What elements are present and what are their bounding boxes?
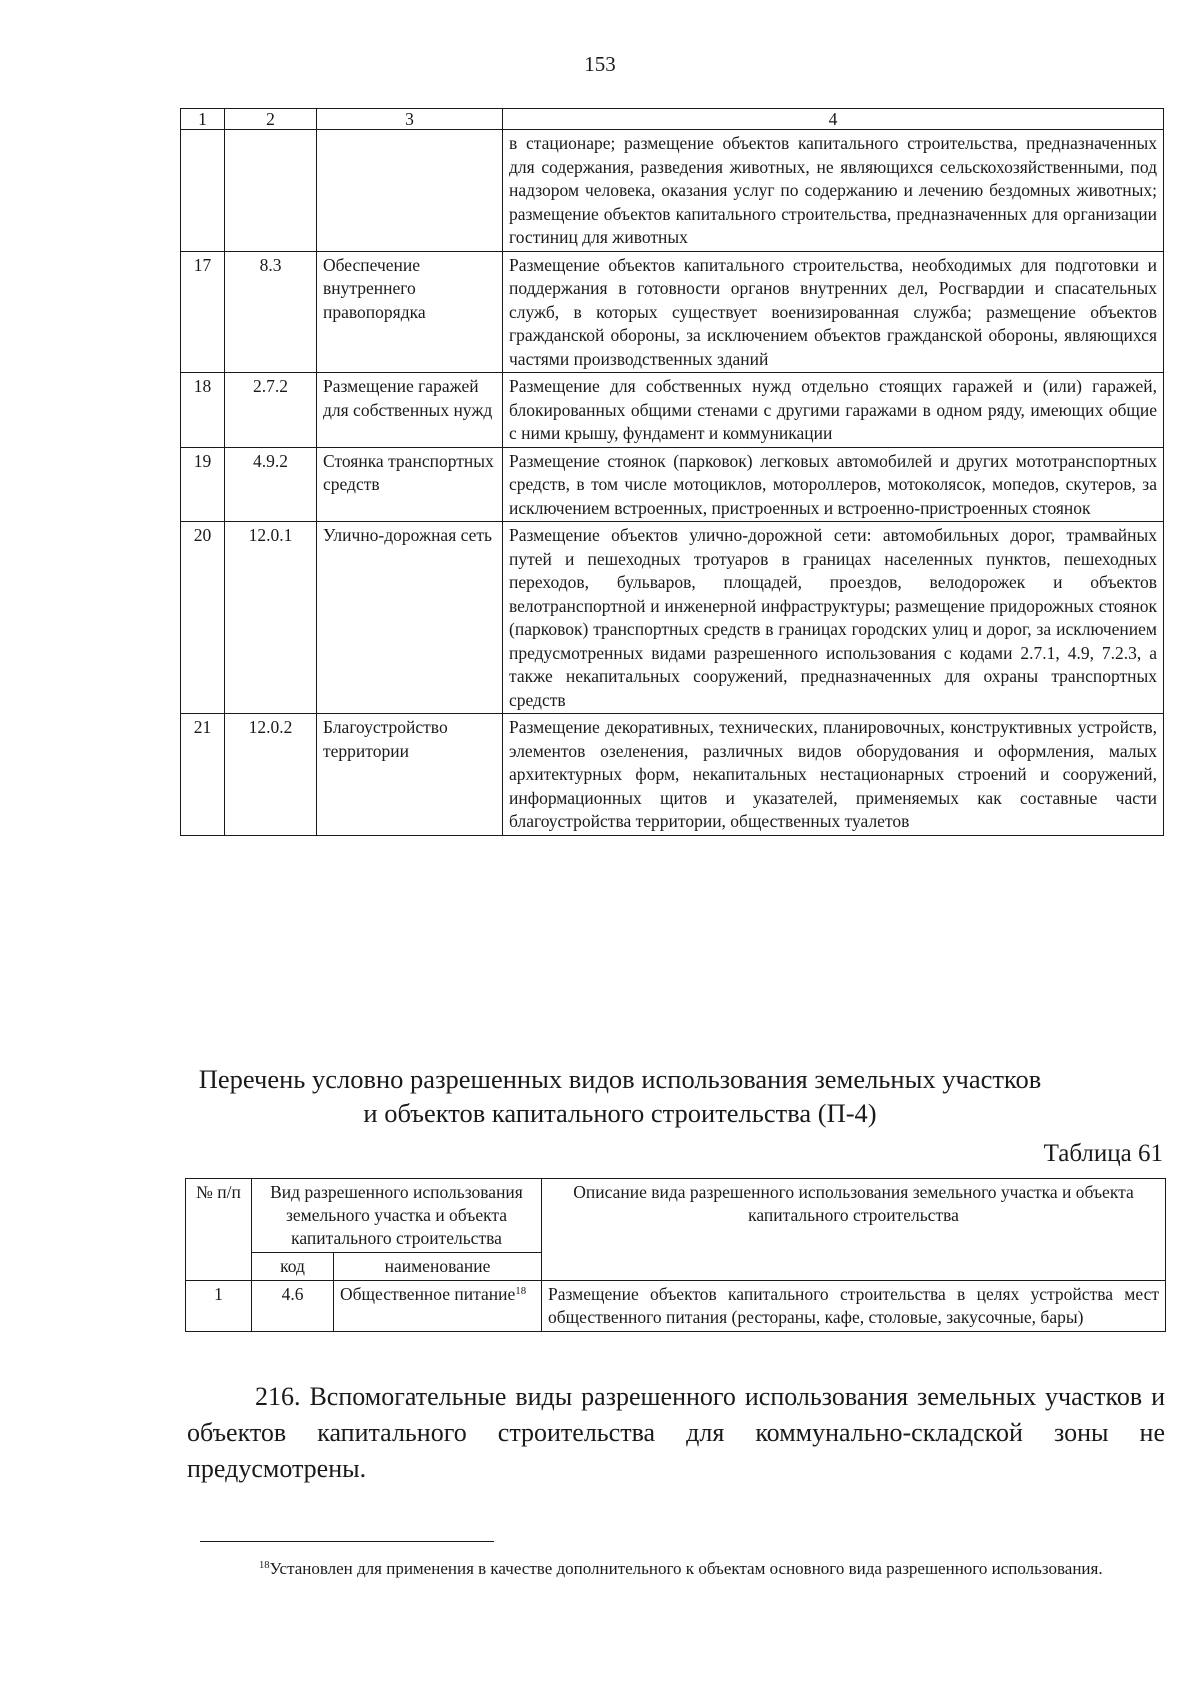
row-number (181, 522, 225, 714)
table-row (181, 373, 1164, 448)
row-number-text: 18 (193, 376, 212, 396)
table-row (186, 1281, 1166, 1332)
row-code-text: 12.0.2 (248, 717, 293, 737)
row-description-text: Размещение стоянок (парковок) легковых автомобилей и других мототранспортных средств, в том числе мотоциклов, мотороллеров, мотоколясок, мопедов, скутеров, за исключением встроенных, пристроенных и встроенно-пристроенных стоянок (509, 450, 1157, 518)
row-code (225, 522, 317, 714)
row-number-text: 20 (193, 525, 212, 545)
row-code (225, 447, 317, 522)
row-number-text: 1 (214, 1284, 223, 1304)
column-number: 2 (225, 109, 317, 130)
row-code-text: 4.6 (281, 1284, 304, 1304)
row-name (317, 447, 503, 522)
body-paragraph: 216. Вспомогательные виды разрешенного использования земельных участков и объектов капитального строительства для коммунально-складской зоны не предусмотрены. (187, 1382, 1165, 1483)
header-description: Описание вида разрешенного использования земельного участка и объекта капитального строительства (542, 1179, 1166, 1281)
section-heading (0, 1062, 1200, 1130)
table-row (181, 714, 1164, 836)
row-number-text: 17 (193, 254, 212, 275)
heading-line: и объектов капитального строительства (П-4) (363, 1098, 877, 1128)
row-description (503, 130, 1164, 252)
row-number (181, 251, 225, 373)
row-description (503, 714, 1164, 836)
row-name (317, 251, 503, 373)
row-name-text: Благоустройство территории (323, 717, 448, 761)
row-code (225, 130, 317, 252)
row-name-text: Стоянка транспортных средств (323, 450, 494, 494)
row-number (181, 130, 225, 252)
row-number (181, 447, 225, 522)
row-name (317, 714, 503, 836)
uses-table-continued (180, 108, 1164, 836)
page-number: 153 (584, 52, 616, 76)
row-description (503, 373, 1164, 448)
header-name: наименование (334, 1253, 542, 1281)
row-number (181, 373, 225, 448)
row-description (503, 522, 1164, 714)
row-code (252, 1281, 334, 1332)
header-code: код (252, 1253, 334, 1281)
row-description (503, 251, 1164, 373)
row-code-text: 8.3 (259, 254, 282, 275)
footnote-text: Установлен для применения в качестве дополнительного к объектам основного вида разрешенного использования. (269, 1559, 1103, 1578)
footnote-mark: 18 (259, 1560, 270, 1572)
row-description-text: Размещение объектов капитального строительства, необходимых для подготовки и поддержания в готовности органов внутренних дел, Росгвардии и спасательных служб, в которых существует военизированная служба; размещение объектов гражданской обороны, за исключением объектов гражданской обороны, являющихся частями производственных зданий (509, 254, 1157, 369)
table-row (181, 447, 1164, 522)
heading-line: Перечень условно разрешенных видов использования земельных участков (198, 1064, 1042, 1094)
row-number-text: 19 (193, 450, 212, 471)
row-name (317, 522, 503, 714)
row-description-text: Размещение объектов улично-дорожной сети: автомобильных дорог, трамвайных путей и пешеходных тротуаров в границах населенных пунктов, пешеходных переходов, бульваров, площадей, проездов, велодорожек и объектов велотранспортной и инженерной инфраструктуры; размещение придорожных стоянок (парковок) транспортных средств в границах городских улиц и дорог, за исключением предусмотренных видами разрешенного использования с кодами 2.7.1, 4.9, 7.2.3, а также некапитальных сооружений, предназначенных для охраны транспортных средств (509, 525, 1157, 710)
table-row (181, 522, 1164, 714)
conditional-uses-table (185, 1178, 1166, 1332)
row-number (186, 1281, 252, 1332)
footnote-divider (200, 1541, 494, 1542)
header-kind: Вид разрешенного использования земельного участка и объекта капитального строительства (252, 1179, 542, 1253)
row-code-text: 4.9.2 (253, 450, 288, 471)
row-name-text: Общественное питание (340, 1284, 516, 1304)
row-description-text: Размещение декоративных, технических, планировочных, конструктивных устройств, элементов озеленения, различных видов оборудования и оформления, малых архитектурных форм, некапитальных нестационарных строений и сооружений, информационных щитов и указателей, применяемых как составные части благоустройства территории, общественных туалетов (509, 717, 1157, 831)
row-number-text: 21 (193, 717, 212, 737)
row-code (225, 714, 317, 836)
row-description-text: Размещение объектов капитального строительства в целях устройства мест общественного питания (рестораны, кафе, столовые, закусочные, бары) (548, 1284, 1159, 1327)
row-code (225, 373, 317, 448)
table-row (181, 251, 1164, 373)
row-description-text: в стационаре; размещение объектов капитального строительства, предназначенных для содержания, разведения животных, не являющихся сельскохозяйственными, под надзором человека, оказания услуг по содержанию и лечению бездомных животных; размещение объектов капитального строительства, предназначенных для организации гостиниц для животных (509, 133, 1157, 247)
row-code-text: 12.0.1 (248, 525, 293, 545)
row-description (542, 1281, 1166, 1332)
table-header-row (186, 1179, 1166, 1253)
row-code-text: 2.7.2 (253, 376, 288, 396)
row-name-text: Обеспечение внутреннего правопорядка (323, 254, 426, 322)
row-number (181, 714, 225, 836)
footnote (187, 1556, 1165, 1581)
table-caption: Таблица 61 (1043, 1140, 1163, 1167)
column-number: 4 (503, 109, 1164, 130)
row-name-text: Размещение гаражей для собственных нужд (323, 376, 493, 420)
row-name (317, 130, 503, 252)
column-number-row (181, 109, 1164, 130)
row-name (317, 373, 503, 448)
row-name-text: Улично-дорожная сеть (323, 525, 493, 545)
row-name (334, 1281, 542, 1332)
row-code (225, 251, 317, 373)
column-number: 3 (317, 109, 503, 130)
footnote-ref: 18 (515, 1285, 527, 1298)
row-description-text: Размещение для собственных нужд отдельно стоящих гаражей и (или) гаражей, блокированных общими стенами с другими гаражами в одном ряду, имеющих общие с ними крышу, фундамент и коммуникации (509, 376, 1157, 443)
table-row (181, 130, 1164, 252)
row-description (503, 447, 1164, 522)
column-number: 1 (181, 109, 225, 130)
header-num: № п/п (186, 1179, 252, 1281)
